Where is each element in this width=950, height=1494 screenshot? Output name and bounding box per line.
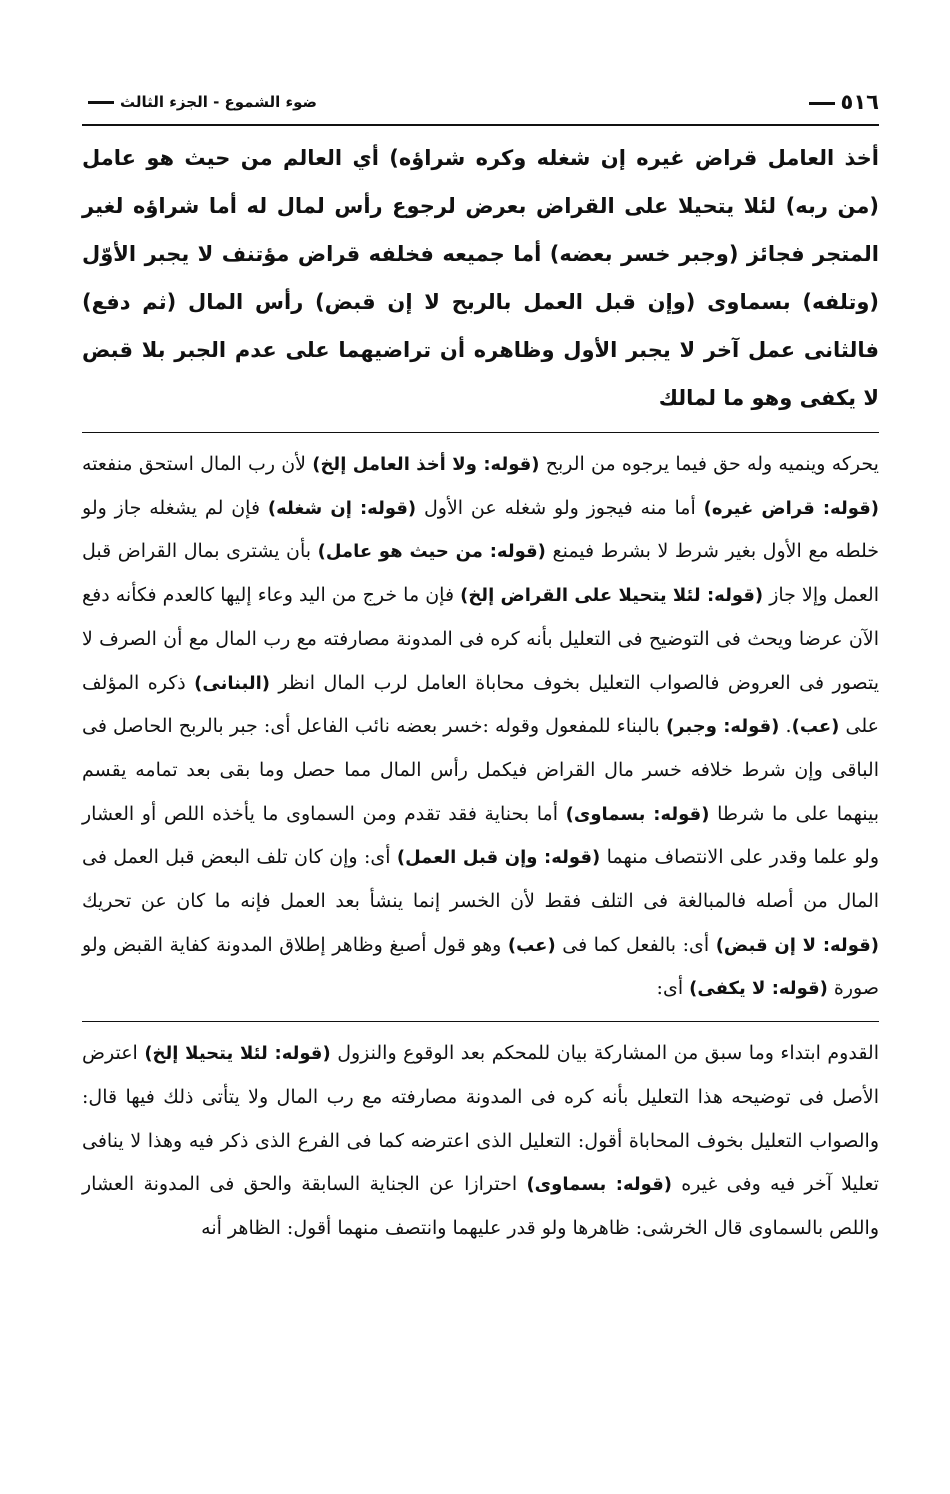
commentary-text: . xyxy=(779,715,792,738)
qawl-heading: (قوله: لئلا يتحيلا إلخ) xyxy=(144,1043,331,1065)
qawl-heading: (قوله: وإن قبل العمل) xyxy=(396,847,601,869)
commentary xyxy=(82,443,879,1011)
page-number: ٥١٦ xyxy=(803,90,879,114)
commentary-text: القدوم ابتداء وما سبق من المشاركة بيان للمحكم بعد الوقوع والنزول xyxy=(330,1042,880,1065)
qawl-heading: (البنانى) xyxy=(194,672,270,694)
gloss xyxy=(82,1032,879,1251)
commentary-paragraph xyxy=(82,443,879,1011)
commentary-text: اعترض الأصل فى توضيحه هذا التعليل بأنه كره فى المدونة مصارفته مع رب المال ولا يتأتى ذلك فيها قال: والصواب التعليل بخوف المحاباة أقول: التعليل الذى اعترضه كما فى الفرع الذى ذكر فيه وهذا لا ينافى تعليلا آخر فيه وفى غيره xyxy=(82,1042,879,1196)
page-header xyxy=(82,80,879,126)
qawl-heading: (قوله: من حيث هو عامل) xyxy=(317,541,546,563)
main-text xyxy=(82,134,879,422)
qawl-heading: (قوله: لئلا يتحيلا على القراض إلخ) xyxy=(460,585,764,607)
gloss-paragraph xyxy=(82,1032,879,1251)
qawl-heading: (عب) xyxy=(507,934,556,956)
commentary-text: احترازا عن الجناية السابقة والحق فى المدونة العشار واللص بالسماوى قال الخرشى: ظاهرها ولو قدر عليهما وانتصف منهما أقول: الظاهر أنه xyxy=(82,1173,879,1239)
commentary-text: أى: xyxy=(656,977,690,1000)
commentary-text: ذكره المؤلف على xyxy=(82,671,879,738)
qawl-heading: (عب) xyxy=(791,716,840,738)
commentary-text: بالبناء للمفعول وقوله :خسر بعضه نائب الفاعل أى: جبر بالربح الحاصل فى الباقى وإن شرط خلافه خسر مال القراض فيكمل رأس المال مما حصل وما بقى بعد تمامه يقسم بينهما على ما شرطا xyxy=(82,715,879,825)
qawl-heading: (قوله: لا إن قبض) xyxy=(715,934,879,956)
main-text-paragraph: أخذ العامل قراض غيره إن شغله وكره شراؤه) أي العالم من حيث هو عامل (من ربه) لئلا يتحيلا على القراض بعرض لرجوع رأس لمال له أما شراؤه لغير المتجر فجائز (وجبر خسر بعضه) أما جميعه فخلفه قراض مؤتنف لا يجبر الأوّل (وتلفه) بسماوى (وإن قبل العمل بالربح لا إن قبض) رأس المال (ثم دفع) فالثانى عمل آخر لا يجبر الأول وظاهره أن تراضيهما على عدم الجبر بلا قبض لا يكفى وهو ما لمالك xyxy=(82,146,879,410)
commentary-text: وهو قول أصبغ وظاهر إطلاق المدونة كفاية القبض ولو صورة xyxy=(82,933,879,1000)
qawl-heading: (قوله: لا يكفى) xyxy=(689,978,828,1000)
commentary-text: أما بحناية فقد تقدم ومن السماوى ما يأخذه اللص أو العشار ولو علما وقدر على الانتصاف منهما xyxy=(82,802,879,869)
header-dash xyxy=(88,101,114,104)
commentary-text: فإن ما خرج من اليد وعاء إليها كالعدم فكأنه دفع الآن عرضا ويحث فى التوضيح فى التعليل بأنه كره فى المدونة مصارفته مع رب المال مع أن الصرف لا يتصور فى العروض فالصواب التعليل بخوف محاباة العامل لرب المال انظر xyxy=(82,584,880,694)
qawl-heading: (قوله: بسماوى) xyxy=(526,1174,672,1196)
qawl-heading: (قوله: بسماوى) xyxy=(565,803,710,825)
commentary-text: أى: وإن كان تلف البعض قبل العمل فى المال من أصله فالمبالغة فى التلف فقط لأن الخسر إنما ينشأ بعد العمل فإنه ما كان عن تحريك xyxy=(82,846,879,913)
commentary-text: أى: بالفعل كما فى xyxy=(555,933,716,956)
qawl-heading: (قوله: إن شغله) xyxy=(267,497,417,519)
commentary-text: لأن رب المال استحق منفعته xyxy=(82,453,313,475)
qawl-heading: (قوله: وجبر) xyxy=(665,716,780,738)
header-dash xyxy=(809,102,835,105)
commentary-text: أما منه فيجوز ولو شغله عن الأول xyxy=(416,496,704,519)
divider-commentary-gloss xyxy=(82,1021,879,1022)
qawl-heading: (قوله: قراض غيره) xyxy=(703,497,880,519)
divider-main-commentary xyxy=(82,432,879,433)
qawl-heading: (قوله: ولا أخذ العامل إلخ) xyxy=(312,454,540,475)
commentary-text: فإن لم يشغله جاز ولو خلطه مع الأول بغير شرط لا بشرط فيمنع xyxy=(82,496,879,563)
commentary-text: بأن يشترى بمال القراض قبل العمل وإلا جاز xyxy=(82,540,879,607)
book-page xyxy=(82,80,879,1410)
commentary-text: يحركه وينميه وله حق فيما يرجوه من الربح xyxy=(539,453,879,475)
running-title: ضوء الشموع - الجزء الثالث xyxy=(82,93,317,111)
